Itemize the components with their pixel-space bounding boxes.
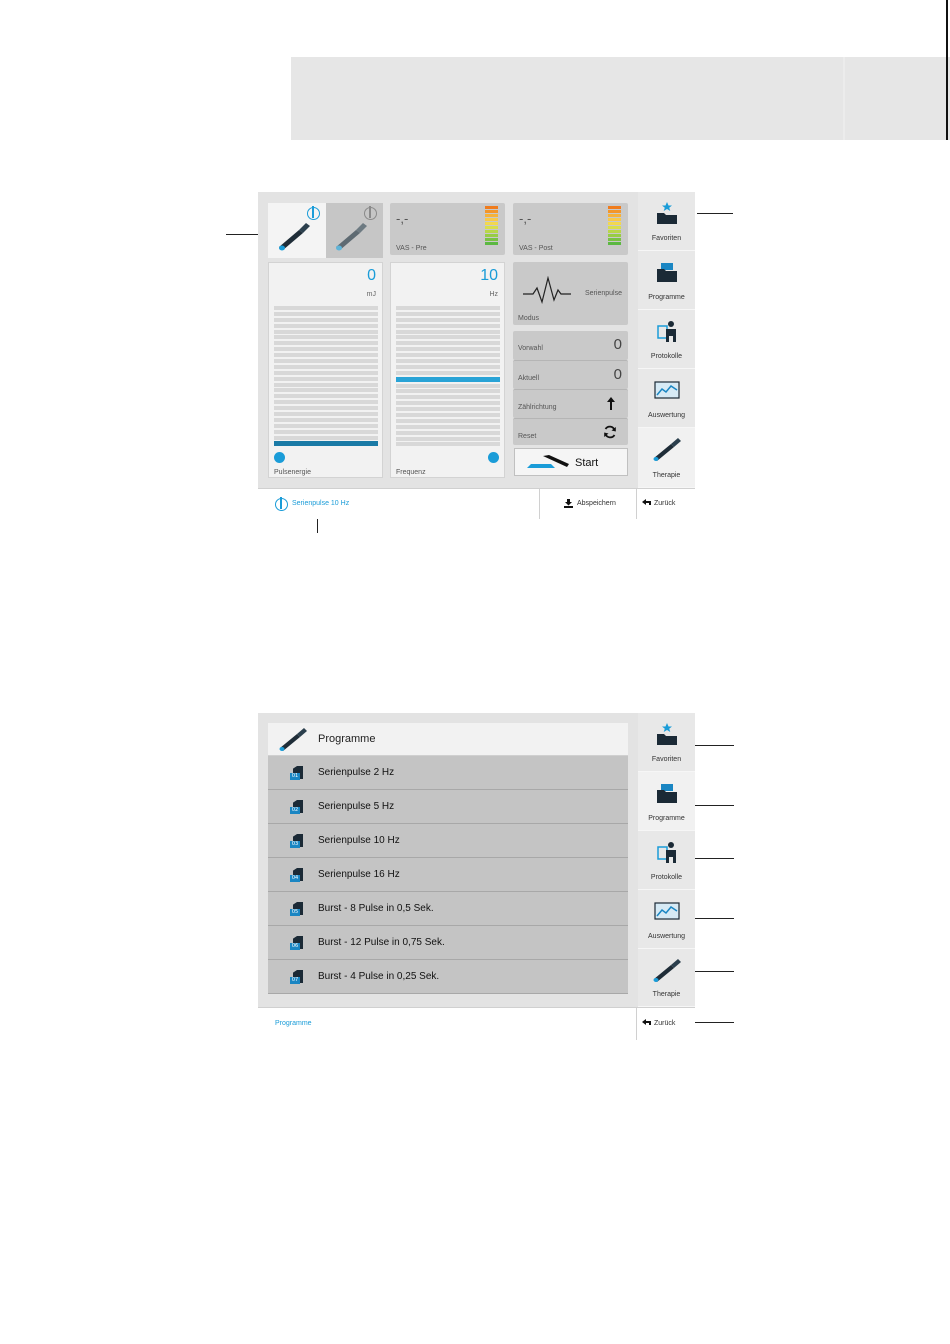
vas-scale-segment xyxy=(485,218,498,221)
status-program-label[interactable]: Serienpulse 10 Hz xyxy=(292,500,350,507)
program-number-badge: 03 xyxy=(291,841,299,847)
footer-divider xyxy=(636,489,637,519)
frequency-unit: Hz xyxy=(489,291,498,298)
back-arrow-icon xyxy=(642,1019,651,1027)
protocols-icon xyxy=(656,320,678,342)
sidebar-item-protocols[interactable] xyxy=(638,310,695,369)
vas-pre-scale xyxy=(485,206,498,246)
save-label: Abspeichern xyxy=(577,500,616,507)
power-icon xyxy=(364,207,377,220)
program-label: Serienpulse 16 Hz xyxy=(318,869,400,880)
sidebar-item-label: Therapie xyxy=(652,472,681,479)
level-stripe xyxy=(274,424,378,428)
level-stripe xyxy=(396,401,500,405)
vas-pre-label: VAS - Pre xyxy=(396,245,427,252)
count-direction-label: Zählrichtung xyxy=(518,404,557,411)
sidebar-item-label: Programme xyxy=(648,294,685,301)
energy-unit: mJ xyxy=(366,291,376,298)
frequency-value: 10 xyxy=(480,267,498,284)
foot-switch-icon xyxy=(527,455,571,471)
level-stripe xyxy=(274,353,378,357)
sidebar-item-evaluation[interactable] xyxy=(638,369,695,428)
level-stripe xyxy=(396,306,500,310)
vas-scale-segment xyxy=(608,222,621,225)
vas-scale-segment xyxy=(485,214,498,217)
level-stripe xyxy=(274,388,378,392)
program-list-item[interactable] xyxy=(268,790,628,824)
level-stripe xyxy=(274,371,378,375)
level-stripe xyxy=(396,413,500,417)
level-stripe xyxy=(396,341,500,345)
program-file-icon xyxy=(290,800,305,815)
preset-label: Vorwahl xyxy=(518,345,543,352)
level-stripe xyxy=(396,419,500,423)
vas-scale-segment xyxy=(608,206,621,209)
program-list xyxy=(268,723,628,994)
vas-scale-segment xyxy=(485,238,498,241)
level-stripe xyxy=(274,318,378,322)
back-button[interactable] xyxy=(642,1018,687,1032)
level-stripe xyxy=(274,335,378,339)
header-divider xyxy=(843,57,845,140)
mode-value: Serienpulse xyxy=(585,290,622,297)
download-icon xyxy=(564,499,573,508)
level-stripe xyxy=(396,312,500,316)
vas-scale-segment xyxy=(608,242,621,245)
program-list-header xyxy=(268,723,628,756)
vas-scale-segment xyxy=(608,238,621,241)
status-bar xyxy=(258,488,695,519)
vas-scale-segment xyxy=(608,218,621,221)
sidebar-item-label: Auswertung xyxy=(648,933,685,940)
sidebar-item-therapy[interactable] xyxy=(638,428,695,488)
favorites-folder-icon xyxy=(656,723,678,745)
program-rows xyxy=(268,756,628,994)
program-file-icon xyxy=(290,834,305,849)
programs-screen xyxy=(258,713,695,1040)
level-stripe xyxy=(274,406,378,410)
callout-line xyxy=(697,213,733,214)
level-stripe xyxy=(274,441,378,446)
back-arrow-icon xyxy=(642,499,651,507)
favorites-folder-icon xyxy=(656,202,678,224)
frequency-level-bar xyxy=(396,306,500,448)
vas-post-tile[interactable] xyxy=(513,203,628,255)
vas-post-value: -,- xyxy=(519,211,532,226)
save-button[interactable] xyxy=(564,498,624,512)
program-list-item[interactable] xyxy=(268,892,628,926)
status-bar xyxy=(258,1007,695,1040)
vas-scale-segment xyxy=(485,222,498,225)
vas-pre-tile[interactable] xyxy=(390,203,505,255)
program-number-badge: 07 xyxy=(291,977,299,983)
level-stripe xyxy=(396,442,500,446)
level-stripe xyxy=(274,436,378,440)
level-stripe xyxy=(396,437,500,441)
vas-scale-segment xyxy=(608,234,621,237)
vas-scale-segment xyxy=(608,230,621,233)
energy-panel[interactable] xyxy=(268,262,383,478)
arrow-up-icon xyxy=(607,397,615,410)
program-number-badge: 02 xyxy=(291,807,299,813)
handpiece-inactive-tile[interactable] xyxy=(326,203,383,258)
handpiece-icon xyxy=(652,438,682,462)
sidebar-item-label: Protokolle xyxy=(650,874,683,881)
level-stripe xyxy=(274,306,378,310)
vas-scale-segment xyxy=(608,210,621,213)
programs-main-area xyxy=(258,713,638,1007)
sidebar-item-programs[interactable] xyxy=(638,251,695,310)
sidebar-item-programs[interactable] xyxy=(638,772,695,831)
preset-value: 0 xyxy=(613,336,622,353)
vas-scale-segment xyxy=(485,210,498,213)
sidebar-item-favorites[interactable] xyxy=(638,192,695,251)
current-value: 0 xyxy=(613,366,622,383)
level-stripe xyxy=(274,377,378,381)
footer-divider xyxy=(539,489,540,519)
refresh-icon xyxy=(603,425,617,439)
level-stripe xyxy=(274,418,378,422)
handpiece-icon xyxy=(278,728,308,752)
vas-pre-value: -,- xyxy=(396,211,409,226)
level-stripe xyxy=(396,359,500,363)
frequency-slider-handle[interactable] xyxy=(488,452,499,463)
program-list-item[interactable] xyxy=(268,960,628,994)
level-stripe xyxy=(274,383,378,387)
level-stripe xyxy=(274,324,378,328)
programs-folder-icon xyxy=(656,261,678,283)
level-stripe xyxy=(396,353,500,357)
program-list-item[interactable] xyxy=(268,824,628,858)
sidebar-item-therapy[interactable] xyxy=(638,949,695,1007)
level-stripe xyxy=(396,335,500,339)
sidebar-item-label: Therapie xyxy=(652,991,681,998)
current-label: Aktuell xyxy=(518,375,540,382)
level-stripe xyxy=(396,318,500,322)
level-stripe xyxy=(274,359,378,363)
current-counter-tile[interactable] xyxy=(513,360,628,389)
chart-icon xyxy=(654,381,680,401)
program-label: Serienpulse 10 Hz xyxy=(318,835,400,846)
program-label: Burst - 8 Pulse in 0,5 Sek. xyxy=(318,903,434,914)
sidebar-item-evaluation[interactable] xyxy=(638,890,695,949)
vas-scale-segment xyxy=(485,226,498,229)
program-label: Burst - 4 Pulse in 0,25 Sek. xyxy=(318,971,440,982)
protocols-icon xyxy=(656,841,678,863)
level-stripe xyxy=(396,384,500,388)
power-icon xyxy=(307,207,320,220)
start-label: Start xyxy=(575,457,599,469)
vas-scale-segment xyxy=(485,230,498,233)
sidebar xyxy=(638,713,695,1007)
callout-line xyxy=(695,1022,734,1023)
vas-scale-segment xyxy=(608,226,621,229)
sidebar-item-favorites[interactable] xyxy=(638,713,695,772)
energy-value: 0 xyxy=(367,267,376,284)
energy-label: Pulsenergie xyxy=(274,469,311,476)
reset-label: Reset xyxy=(518,433,537,440)
start-button[interactable] xyxy=(514,448,628,476)
level-stripe xyxy=(396,347,500,351)
breadcrumb[interactable]: Programme xyxy=(275,1020,312,1027)
vas-post-label: VAS - Post xyxy=(519,245,553,252)
program-label: Serienpulse 5 Hz xyxy=(318,801,395,812)
vas-scale-segment xyxy=(608,214,621,217)
level-stripe xyxy=(396,365,500,369)
level-stripe xyxy=(274,347,378,351)
sidebar xyxy=(638,192,695,488)
level-stripe xyxy=(396,395,500,399)
program-list-title: Programme xyxy=(318,733,376,745)
level-stripe xyxy=(274,341,378,345)
level-stripe xyxy=(274,312,378,316)
sidebar-item-label: Favoriten xyxy=(651,756,682,763)
reset-tile[interactable] xyxy=(513,418,628,445)
therapy-main-area xyxy=(258,192,638,488)
level-stripe xyxy=(274,412,378,416)
program-number-badge: 04 xyxy=(291,875,299,881)
level-stripe xyxy=(274,430,378,434)
vas-scale-segment xyxy=(485,242,498,245)
handpiece-icon xyxy=(277,223,311,251)
program-list-item[interactable] xyxy=(268,756,628,790)
level-stripe xyxy=(396,407,500,411)
vas-scale-segment xyxy=(485,234,498,237)
program-label: Serienpulse 2 Hz xyxy=(318,767,395,778)
energy-level-bar xyxy=(274,306,378,448)
frequency-label: Frequenz xyxy=(396,469,426,476)
sidebar-item-label: Programme xyxy=(648,815,685,822)
sidebar-item-protocols[interactable] xyxy=(638,831,695,890)
level-stripe xyxy=(274,330,378,334)
page-header-band xyxy=(291,57,950,140)
preset-counter-tile[interactable] xyxy=(513,331,628,360)
program-list-item[interactable] xyxy=(268,858,628,892)
level-stripe xyxy=(396,371,500,375)
power-icon xyxy=(275,498,288,511)
back-label: Zurück xyxy=(654,500,676,507)
footer-divider xyxy=(636,1008,637,1040)
frequency-panel[interactable] xyxy=(390,262,505,478)
handpiece-icon xyxy=(334,223,368,251)
level-stripe xyxy=(274,400,378,404)
sidebar-item-label: Protokolle xyxy=(650,353,683,360)
waveform-icon xyxy=(523,276,571,304)
level-stripe xyxy=(396,377,500,382)
program-file-icon xyxy=(290,970,305,985)
program-list-item[interactable] xyxy=(268,926,628,960)
count-direction-tile[interactable] xyxy=(513,389,628,418)
mode-label: Modus xyxy=(518,315,540,322)
program-number-badge: 05 xyxy=(291,909,299,915)
level-stripe xyxy=(274,394,378,398)
program-label: Burst - 12 Pulse in 0,75 Sek. xyxy=(318,937,445,948)
program-file-icon xyxy=(290,868,305,883)
chart-icon xyxy=(654,902,680,922)
programs-folder-icon xyxy=(656,782,678,804)
handpiece-icon xyxy=(652,959,682,983)
level-stripe xyxy=(396,324,500,328)
back-button[interactable] xyxy=(642,498,687,512)
level-stripe xyxy=(396,389,500,393)
sidebar-item-label: Auswertung xyxy=(648,412,685,419)
handpiece-active-tile[interactable] xyxy=(268,203,326,258)
mode-tile[interactable] xyxy=(513,262,628,325)
sidebar-item-label: Favoriten xyxy=(651,235,682,242)
program-file-icon xyxy=(290,766,305,781)
level-stripe xyxy=(396,330,500,334)
program-file-icon xyxy=(290,902,305,917)
back-label: Zurück xyxy=(654,1020,676,1027)
program-number-badge: 06 xyxy=(291,943,299,949)
page-edge-line xyxy=(946,0,948,140)
program-number-badge: 01 xyxy=(291,773,299,779)
therapy-screen xyxy=(258,192,695,519)
energy-slider-handle[interactable] xyxy=(274,452,285,463)
level-stripe xyxy=(396,425,500,429)
vas-scale-segment xyxy=(485,206,498,209)
vas-post-scale xyxy=(608,206,621,246)
level-stripe xyxy=(274,365,378,369)
level-stripe xyxy=(396,431,500,435)
program-file-icon xyxy=(290,936,305,951)
